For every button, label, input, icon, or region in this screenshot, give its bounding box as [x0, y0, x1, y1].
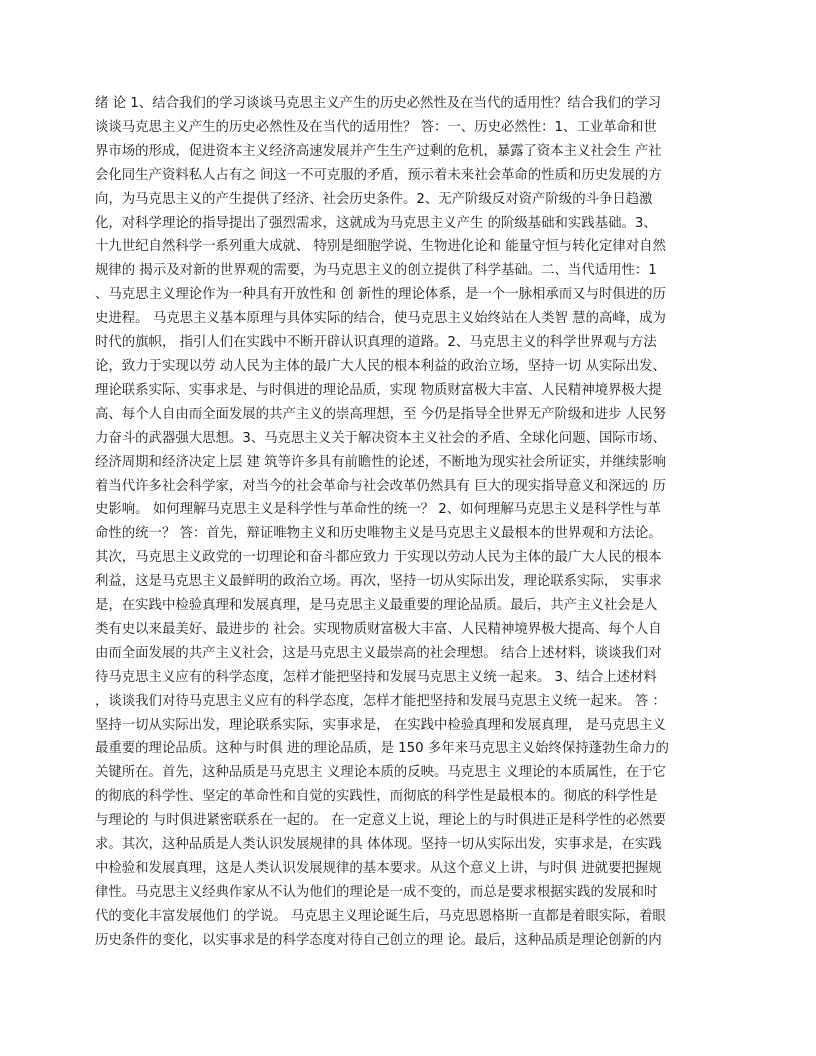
text-line: 由而全面发展的共产主义社会，这是马克思主义最崇高的社会理想。 结合上述材料，谈谈我们对 — [95, 645, 662, 661]
text-line: 待马克思主义应有的科学态度，怎样才能把坚持和发展马克思主义统一起来。 3、结合上述材料 — [95, 669, 657, 685]
text-line: 其次，马克思主义政党的一切理论和奋斗都应致力 于实现以劳动人民为主体的最广大人民的根本 — [95, 550, 662, 566]
text-line: 规律的 揭示及对新的世界观的需要，为马克思主义的创立提供了科学基础。二、当代适用性：1 — [95, 263, 657, 279]
text-line: 理论联系实际、实事求是、与时俱进的理论品质，实现 物质财富极大丰富、人民精神境界极大提 — [95, 382, 662, 398]
text-line: 最重要的理论品质。这种与时俱 进的理论品质，是 150 多年来马克思主义始终保持蓬勃生命力的 — [95, 741, 669, 757]
text-line: 史影响。 如何理解马克思主义是科学性与革命性的统一？ 2、如何理解马克思主义是科学性与革 — [95, 502, 662, 518]
text-line: 向，为马克思主义的产生提供了经济、社会历史条件。2、无产阶级反对资产阶级的斗争日趋激 — [95, 191, 653, 207]
text-line: 史进程。 马克思主义基本原理与具体实际的结合，使马克思主义始终站在人类智 慧的高峰，成为 — [95, 311, 666, 327]
text-line: 力奋斗的武器强大思想。3、马克思主义关于解决资本主义社会的矛盾、全球化问题、国际市场、 — [95, 430, 666, 446]
text-line: 化，对科学理论的指导提出了强烈需求，这就成为马克思主义产生 的阶级基础和实践基础。3、 — [95, 215, 657, 231]
text-line: 求。其次，这种品质是人类认识发展规律的具 体体现。坚持一切从实际出发，实事求是，在实践 — [95, 837, 662, 853]
text-line: 中检验和发展真理，这是人类认识发展规律的基本要求。从这个意义上讲，与时俱 进就要把握规 — [95, 861, 662, 876]
text-line: 谈谈马克思主义产生的历史必然性及在当代的适用性？ 答：一、历史必然性：1、工业革命和世 — [95, 119, 657, 135]
text-line: 界市场的形成，促进资本主义经济高速发展并产生生产过剩的危机，暴露了资本主义社会生 产社 — [95, 143, 662, 159]
text-line: 历史条件的变化，以实事求是的科学态度对待自己创立的理 论。最后，这种品质是理论创新的内 — [95, 932, 662, 948]
text-line: 的彻底的科学性、坚定的革命性和自觉的实践性，而彻底的科学性是最根本的。彻底的科学性是 — [95, 789, 658, 805]
text-line: 会化同生产资料私人占有之 间这一不可克服的矛盾，预示着未来社会革命的性质和历史发展的方 — [95, 167, 662, 183]
text-line: ，谈谈我们对待马克思主义应有的科学态度，怎样才能把坚持和发展马克思主义统一起来。 答 ： — [95, 693, 666, 709]
text-line: 关键所在。首先，这种品质是马克思主 义理论本质的反映。马克思主 义理论的本质属性，在于它 — [95, 765, 666, 781]
text-line: 代的变化丰富发展他们 的学说。 马克思主义理论诞生后，马克思恩格斯一直都是着眼实际，着眼 — [95, 908, 666, 924]
text-line: 类有史以来最美好、最进步的 社会。实现物质财富极大丰富、人民精神境界极大提高、每个人自 — [95, 621, 662, 637]
text-line: 与理论的 与时俱进紧密联系在一起的。 在一定意义上说，理论上的与时俱进正是科学性的必然要 — [95, 813, 666, 829]
text-line: 命性的统一？ 答：首先，辩证唯物主义和历史唯物主义是马克思主义最根本的世界观和方法论。 — [95, 526, 662, 542]
text-line: 时代的旗帜， 指引人们在实践中不断开辟认识真理的道路。2、马克思主义的科学世界观与方法 — [95, 335, 657, 351]
text-line: 经济周期和经济决定上层 建 筑等许多具有前瞻性的论述，不断地为现实社会所证实，并继续影响 — [95, 454, 666, 470]
text-line: 律性。马克思主义经典作家从不认为他们的理论是一成不变的，而总是要求根据实践的发展和时 — [95, 884, 658, 900]
text-line: 是，在实践中检验真理和发展真理，是马克思主义最重要的理论品质。最后，共产主义社会是人 — [95, 598, 658, 614]
text-line: 高、每个人自由而全面发展的共产主义的崇高理想，至 今仍是指导全世界无产阶级和进步 人民努 — [95, 406, 666, 422]
text-line: 着当代许多社会科学家，对当今的社会革命与社会改革仍然具有 巨大的现实指导意义和深远的 历 — [95, 478, 666, 494]
text-line: 、马克思主义理论作为一种具有开放性和 创 新性的理论体系，是一个一脉相承而又与时俱进的历 — [95, 287, 666, 303]
text-line: 坚持一切从实际出发，理论联系实际，实事求是， 在实践中检验真理和发展真理， 是马克思主义 — [95, 717, 666, 733]
text-line: 绪 论 1、结合我们的学习谈谈马克思主义产生的历史必然性及在当代的适用性？结合我们的学习 — [95, 96, 662, 111]
text-line: 十九世纪自然科学一系列重大成就、 特别是细胞学说、生物进化论和 能量守恒与转化定律对自然 — [95, 239, 666, 255]
text-line: 论，致力于实现以劳 动人民为主体的最广大人民的根本利益的政治立场，坚持一切 从实际出发、 — [95, 358, 666, 374]
document-page — [95, 92, 721, 953]
text-line: 利益，这是马克思主义最鲜明的政治立场。再次，坚持一切从实际出发，理论联系实际， 实事求 — [95, 574, 662, 590]
